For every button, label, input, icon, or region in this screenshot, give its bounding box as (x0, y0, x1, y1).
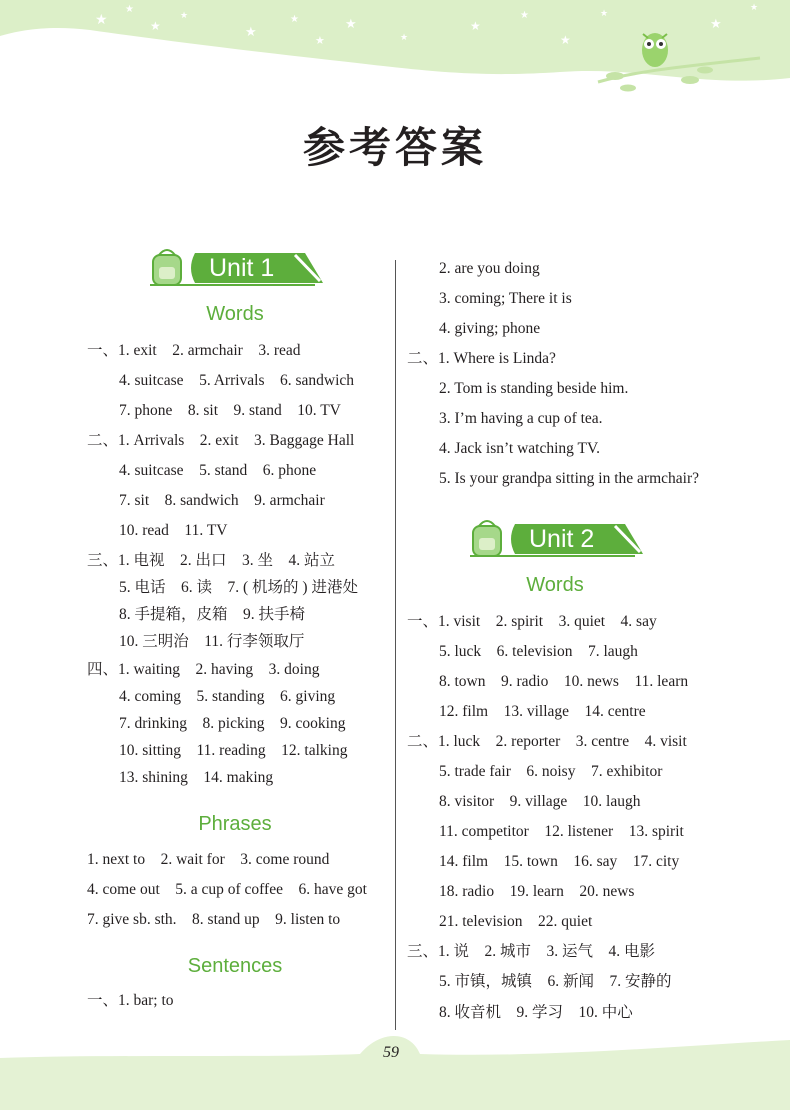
answer-line: 5. trade fair 6. noisy 7. exhibitor (439, 763, 663, 780)
svg-text:★: ★ (520, 10, 529, 21)
svg-text:★: ★ (245, 24, 257, 39)
answer-line: 7. drinking 8. picking 9. cooking (119, 715, 346, 732)
svg-text:★: ★ (290, 14, 299, 25)
answer-line: 8. 手提箱，皮箱 9. 扶手椅 (119, 606, 306, 623)
answer-line: 3. I’m having a cup of tea. (439, 410, 603, 427)
answer-line: 4. giving; phone (439, 320, 541, 337)
svg-text:★: ★ (400, 32, 409, 42)
svg-text:★: ★ (710, 16, 722, 31)
unit1-label: Unit 1 (209, 254, 275, 282)
answer-line: 一、1. visit 2. spirit 3. quiet 4. say (407, 613, 657, 630)
answer-line: 5. 市镇，城镇 6. 新闻 7. 安静的 (439, 973, 672, 990)
answer-line: 10. read 11. TV (119, 522, 228, 539)
svg-text:★: ★ (345, 16, 357, 31)
answer-line: 12. film 13. village 14. centre (439, 703, 646, 720)
page-title: 参考答案 (302, 123, 487, 172)
column-divider (395, 260, 396, 1030)
answer-line: 5. luck 6. television 7. laugh (439, 643, 638, 660)
svg-text:★: ★ (95, 13, 108, 28)
answer-line: 2. are you doing (439, 260, 540, 277)
svg-text:★: ★ (315, 35, 325, 47)
answer-line: 3. coming; There it is (439, 290, 572, 307)
svg-text:★: ★ (60, 36, 69, 46)
answer-line: 一、1. exit 2. armchair 3. read (87, 342, 301, 359)
answer-line: 18. radio 19. learn 20. news (439, 883, 635, 900)
unit1-phrases-heading: Phrases (198, 813, 272, 835)
answer-line: 10. sitting 11. reading 12. talking (119, 742, 348, 759)
answer-line: 4. coming 5. standing 6. giving (119, 688, 336, 705)
answer-line: 4. Jack isn’t watching TV. (439, 440, 601, 457)
unit2-banner (465, 516, 655, 566)
answer-line: 二、1. luck 2. reporter 3. centre 4. visit (407, 733, 687, 750)
answer-line: 4. come out 5. a cup of coffee 6. have got (87, 881, 367, 898)
answer-line: 4. suitcase 5. stand 6. phone (119, 462, 317, 479)
page-number: 59 (383, 1044, 399, 1061)
answer-line: 7. phone 8. sit 9. stand 10. TV (119, 402, 341, 419)
backpack-icon (153, 250, 181, 285)
unit1-banner (145, 245, 335, 295)
unit2-label: Unit 2 (529, 525, 595, 553)
svg-text:★: ★ (125, 4, 134, 15)
answer-line: 2. Tom is standing beside him. (439, 380, 629, 397)
answer-line: 11. competitor 12. listener 13. spirit (439, 823, 684, 840)
answer-line: 5. Is your grandpa sitting in the armchair? (439, 470, 699, 487)
answer-line: 二、1. Where is Linda? (407, 350, 556, 367)
answer-line: 一、1. bar; to (87, 992, 174, 1009)
svg-text:★: ★ (560, 33, 571, 47)
svg-text:★: ★ (180, 10, 189, 20)
unit2-words-heading: Words (526, 574, 584, 596)
answer-line: 14. film 15. town 16. say 17. city (439, 853, 680, 870)
answer-line: 三、1. 说 2. 城市 3. 运气 4. 电影 (407, 943, 656, 960)
svg-text:★: ★ (470, 19, 481, 33)
svg-text:★: ★ (150, 19, 161, 33)
backpack-icon (473, 521, 501, 556)
answer-line: 21. television 22. quiet (439, 913, 593, 930)
answer-line: 13. shining 14. making (119, 769, 274, 786)
answer-line: 7. give sb. sth. 8. stand up 9. listen to (87, 911, 341, 928)
answer-line: 10. 三明治 11. 行李领取厅 (119, 633, 305, 650)
svg-text:★: ★ (750, 2, 759, 12)
unit1-words-heading: Words (206, 303, 264, 325)
answer-line: 4. suitcase 5. Arrivals 6. sandwich (119, 372, 355, 389)
answer-line: 1. next to 2. wait for 3. come round (87, 851, 330, 868)
unit1-sentences-heading: Sentences (187, 955, 283, 977)
answer-line: 5. 电话 6. 读 7. ( 机场的 ) 进港处 (119, 579, 358, 596)
answer-line: 8. visitor 9. village 10. laugh (439, 793, 641, 810)
answer-line: 二、1. Arrivals 2. exit 3. Baggage Hall (87, 432, 355, 449)
answer-line: 三、1. 电视 2. 出口 3. 坐 4. 站立 (87, 552, 336, 569)
svg-text:★: ★ (600, 8, 609, 18)
answer-line: 8. 收音机 9. 学习 10. 中心 (439, 1004, 633, 1021)
answer-line: 8. town 9. radio 10. news 11. learn (439, 673, 689, 690)
answer-line: 四、1. waiting 2. having 3. doing (87, 661, 320, 678)
answer-line: 7. sit 8. sandwich 9. armchair (119, 492, 325, 509)
